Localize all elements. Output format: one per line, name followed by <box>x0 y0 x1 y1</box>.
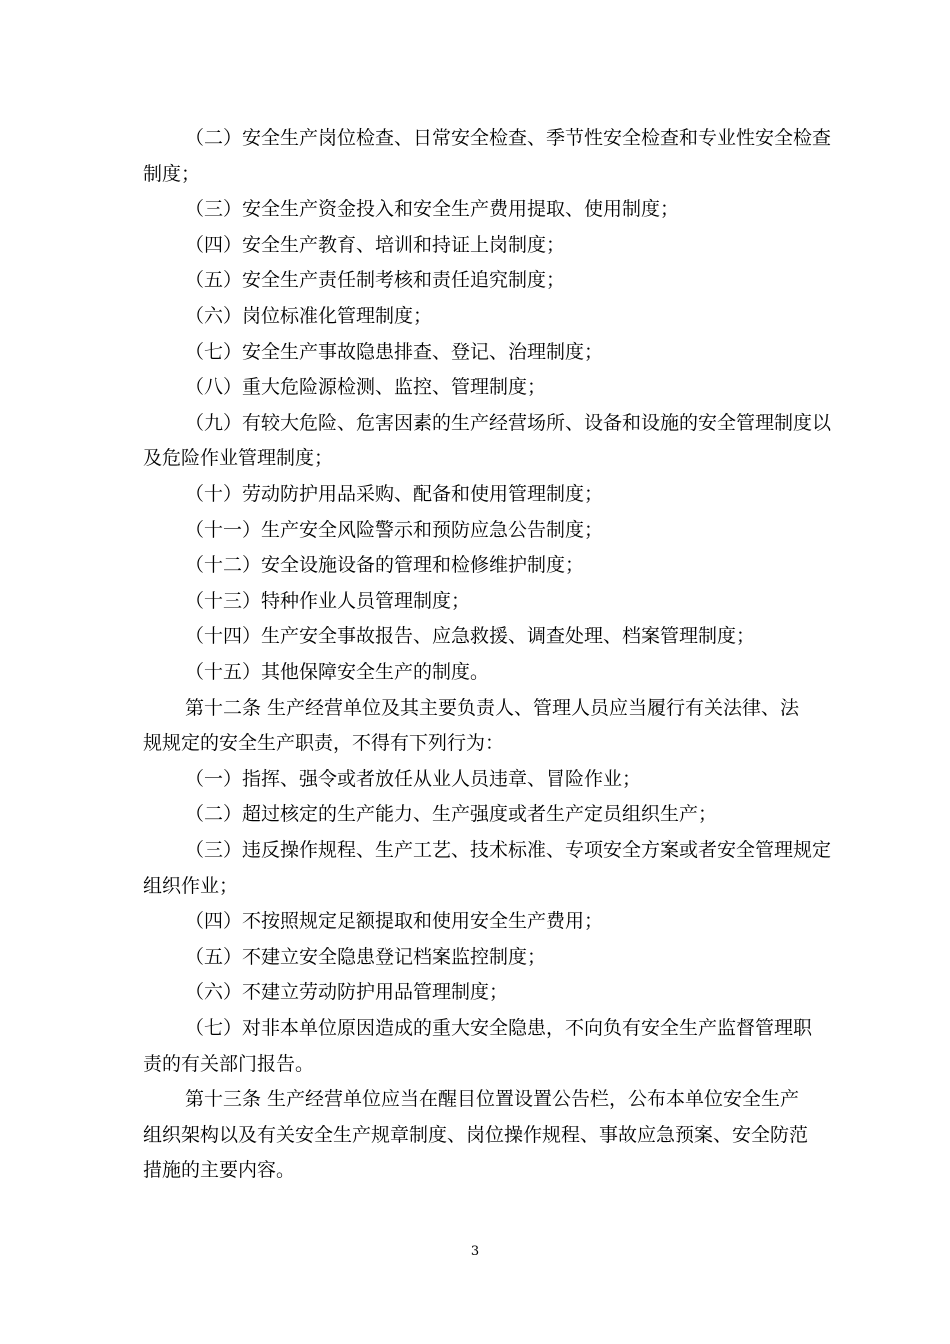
page-number: 3 <box>470 1244 480 1259</box>
text-line: 组织作业； <box>143 875 239 897</box>
text-line: （九）有较大危险、危害因素的生产经营场所、设备和设施的安全管理制度以 <box>185 412 832 434</box>
text-line: （十五）其他保障安全生产的制度。 <box>185 661 490 683</box>
text-line: （十三）特种作业人员管理制度； <box>185 590 471 612</box>
text-line: （十二）安全设施设备的管理和检修维护制度； <box>185 554 585 576</box>
text-line: （三）违反操作规程、生产工艺、技术标准、专项安全方案或者安全管理规定 <box>185 839 832 861</box>
text-line: （一）指挥、强令或者放任从业人员违章、冒险作业； <box>185 768 642 790</box>
text-line: （二）安全生产岗位检查、日常安全检查、季节性安全检查和专业性安全检查 <box>185 127 832 149</box>
text-line: 责的有关部门报告。 <box>143 1053 315 1075</box>
text-line: 第十三条 生产经营单位应当在醒目位置设置公告栏，公布本单位安全生产 <box>185 1088 800 1110</box>
text-line: （六）岗位标准化管理制度； <box>185 305 433 327</box>
text-line: （十一）生产安全风险警示和预防应急公告制度； <box>185 519 604 541</box>
text-line: （五）安全生产责任制考核和责任追究制度； <box>185 269 566 291</box>
text-line: 措施的主要内容。 <box>143 1159 296 1181</box>
text-line: （五）不建立安全隐患登记档案监控制度； <box>185 946 547 968</box>
text-line: 第十二条 生产经营单位及其主要负责人、管理人员应当履行有关法律、法 <box>185 697 800 719</box>
text-line: （四）安全生产教育、培训和持证上岗制度； <box>185 234 566 256</box>
text-line: 组织架构以及有关安全生产规章制度、岗位操作规程、事故应急预案、安全防范 <box>143 1124 809 1146</box>
text-line: （四）不按照规定足额提取和使用安全生产费用； <box>185 910 604 932</box>
text-line: （二）超过核定的生产能力、生产强度或者生产定员组织生产； <box>185 803 718 825</box>
text-line: （七）安全生产事故隐患排查、登记、治理制度； <box>185 341 604 363</box>
text-line: （十）劳动防护用品采购、配备和使用管理制度； <box>185 483 604 505</box>
text-line: （十四）生产安全事故报告、应急救援、调查处理、档案管理制度； <box>185 625 756 647</box>
text-line: （六）不建立劳动防护用品管理制度； <box>185 981 509 1003</box>
text-line: （八）重大危险源检测、监控、管理制度； <box>185 376 547 398</box>
text-line: 及危险作业管理制度； <box>143 447 334 469</box>
text-line: （三）安全生产资金投入和安全生产费用提取、使用制度； <box>185 198 680 220</box>
text-line: （七）对非本单位原因造成的重大安全隐患，不向负有安全生产监督管理职 <box>185 1017 813 1039</box>
text-line: 规规定的安全生产职责，不得有下列行为： <box>143 732 505 754</box>
text-line: 制度； <box>143 163 201 185</box>
